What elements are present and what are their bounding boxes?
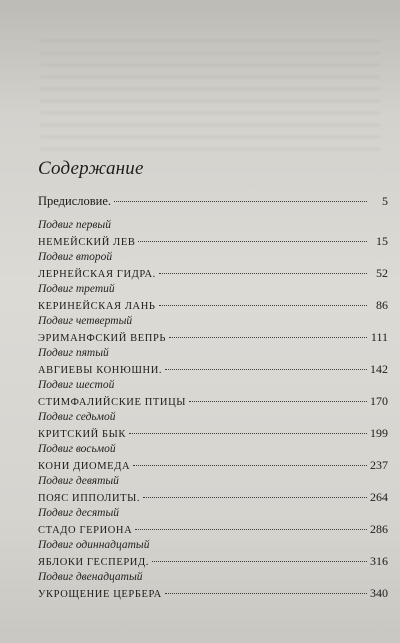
toc-entry	[38, 538, 388, 570]
entry-title: ЛЕРНЕЙСКАЯ ГИДРА.	[38, 269, 156, 280]
entry-title: ПОЯС ИППОЛИТЫ.	[38, 493, 141, 504]
entry-title: СТИМФАЛИЙСКИЕ ПТИЦЫ	[38, 397, 187, 408]
dot-leader	[159, 273, 367, 274]
toc-entry	[38, 570, 388, 602]
toc-entry	[38, 250, 388, 282]
entry-line	[38, 489, 388, 505]
entry-line	[38, 329, 388, 345]
entry-line	[38, 393, 388, 409]
toc-entry	[38, 378, 388, 410]
entry-title: НЕМЕЙСКИЙ ЛЕВ	[38, 237, 136, 248]
dot-leader	[143, 497, 367, 498]
entry-page: 52	[376, 266, 388, 280]
preface-label: Предисловие.	[38, 194, 112, 208]
entry-subtitle: Подвиг пятый	[38, 347, 109, 359]
entry-title: КРИТСКИЙ БЫК	[38, 429, 127, 440]
entry-page: 111	[370, 330, 388, 344]
preface-page: 5	[382, 194, 388, 208]
entry-page: 170	[370, 394, 388, 408]
entry-title: УКРОЩЕНИЕ ЦЕРБЕРА	[38, 589, 162, 600]
entry-title: ЯБЛОКИ ГЕСПЕРИД.	[38, 557, 149, 568]
entry-line	[38, 521, 388, 537]
entry-subtitle: Подвиг двенадцатый	[38, 571, 143, 583]
toc-title: Содержание	[38, 158, 144, 179]
entry-title: КОНИ ДИОМЕДА	[38, 461, 131, 472]
entry-title: СТАДО ГЕРИОНА	[38, 525, 133, 536]
dot-leader	[169, 337, 367, 338]
entry-page: 286	[370, 522, 388, 536]
dot-leader	[152, 561, 367, 562]
entry-title: ЭРИМАНФСКИЙ ВЕПРЬ	[38, 333, 167, 344]
dot-leader	[129, 433, 367, 434]
toc-entry	[38, 314, 388, 346]
dot-leader	[135, 529, 367, 530]
entry-page: 264	[370, 490, 388, 504]
table-of-contents	[38, 194, 388, 602]
entry-line	[38, 297, 388, 313]
entry-subtitle: Подвиг седьмой	[38, 411, 116, 423]
entry-subtitle: Подвиг десятый	[38, 507, 120, 519]
entry-subtitle: Подвиг четвертый	[38, 315, 133, 327]
entry-subtitle: Подвиг шестой	[38, 379, 115, 391]
toc-entry	[38, 282, 388, 314]
entry-page: 237	[370, 458, 388, 472]
toc-entry	[38, 218, 388, 250]
dot-leader	[165, 593, 367, 594]
entry-subtitle: Подвиг восьмой	[38, 443, 116, 455]
entry-line	[38, 425, 388, 441]
dot-leader	[189, 401, 367, 402]
toc-entry	[38, 410, 388, 442]
entry-page: 142	[370, 362, 388, 376]
toc-preface-row	[38, 194, 388, 210]
entry-line	[38, 457, 388, 473]
entry-page: 199	[370, 426, 388, 440]
entry-line	[38, 233, 388, 249]
entry-title: КЕРИНЕЙСКАЯ ЛАНЬ	[38, 301, 156, 312]
dot-leader	[114, 201, 367, 202]
entry-subtitle: Подвиг первый	[38, 219, 111, 231]
entry-subtitle: Подвиг девятый	[38, 475, 119, 487]
entry-line	[38, 361, 388, 377]
entry-line	[38, 585, 388, 601]
entry-title: АВГИЕВЫ КОНЮШНИ.	[38, 365, 163, 376]
toc-entry	[38, 346, 388, 378]
toc-entry	[38, 442, 388, 474]
entry-subtitle: Подвиг третий	[38, 283, 115, 295]
dot-leader	[138, 241, 367, 242]
entry-line	[38, 265, 388, 281]
dot-leader	[159, 305, 367, 306]
dot-leader	[133, 465, 367, 466]
entry-page: 86	[376, 298, 388, 312]
entry-page: 316	[370, 554, 388, 568]
toc-entry	[38, 506, 388, 538]
bleed-through-text	[40, 30, 380, 150]
dot-leader	[165, 369, 367, 370]
entry-subtitle: Подвиг одиннадцатый	[38, 539, 150, 551]
entry-line	[38, 553, 388, 569]
toc-entry	[38, 474, 388, 506]
entry-subtitle: Подвиг второй	[38, 251, 113, 263]
entry-page: 15	[376, 234, 388, 248]
entry-page: 340	[370, 586, 388, 600]
